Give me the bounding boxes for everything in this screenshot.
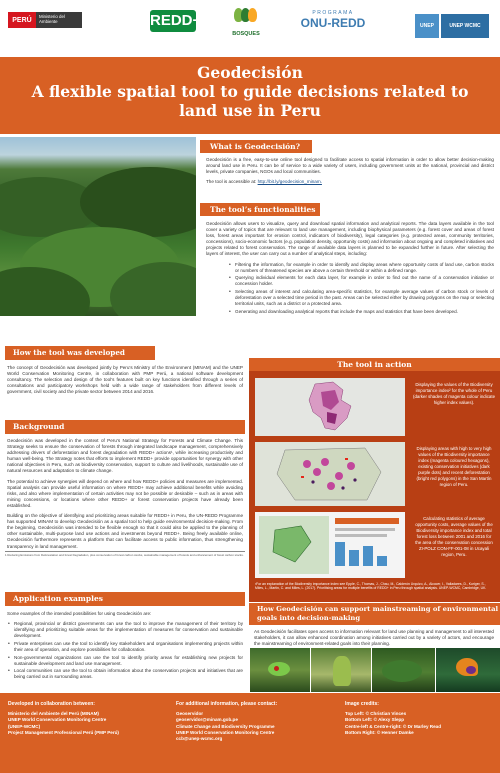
what-paragraph: Geodecisión is a free, easy-to-use online tool designed to facilitate access to spatial information in order to allow better decision-making around land use in Peru. It can be of service to a wide variety of users, including government units at the national, provincial and district levels, private companies, NGOs and local communities.	[206, 157, 494, 175]
background-heading: Background	[5, 420, 245, 434]
onu-redd-logo	[294, 10, 372, 40]
peru-ministry-text: Ministerio del Ambiente	[36, 12, 82, 28]
frog-photo	[250, 648, 310, 692]
unep-logo: UNEP	[415, 14, 439, 38]
un-logos	[415, 14, 491, 38]
footer-line: UNEP World Conservation Monitoring Centre	[8, 717, 107, 723]
peru-ministry-logo	[8, 12, 88, 30]
map-caption-1: Displaying the values of the Biodiversity importance index² for the whole of Peru (darker shades of magenta colour indicate higher index values).	[413, 382, 496, 405]
developed-text: The concept of Geodecisión was developed jointly by Peru’s Ministry of the Environment (MINAM) and the UNEP World Conservation Monitoring Centre, in collaboration with PMP Perú, a national software development consultancy. The selection and design of the tool’s features built on key functions identified through a series of consultations and participatory workshops held with a wide range of stakeholders from different levels of government, civil society and the private sector between 2014 and 2016.	[7, 365, 243, 395]
onu-redd-text: ONU-REDD	[300, 16, 366, 30]
map-caption-3: Calculating statistics of average opportunity costs, average values of the Biodiversity importance index and total forest loss between 2001 and 2016 for the area of the conservation concession ZI-POLZ CON-FF-001-08 in Ucayali region, Peru.	[415, 516, 493, 557]
footer-line: UNEP World Conservation Monitoring Centre	[176, 729, 275, 735]
onu-programa-text: PROGRAMA	[312, 10, 354, 16]
footer-credits	[345, 701, 495, 736]
what-link-paragraph	[206, 179, 494, 185]
what-heading: What is Geodecisión?	[200, 140, 312, 153]
tool-in-action-heading: The tool in action	[249, 358, 500, 371]
footer	[0, 693, 500, 773]
functionalities-intro: Geodecisión allows users to visualize, query and download spatial information and analytical reports. The data layers available in the tool cover a variety of topics that are relevant to land use management, including biophysical parameters (e.g. forest cover and areas of forest loss, forest areas important for erosion control, indicators of biodiversity), legal categories (e.g. protected areas, community territories, concessions), socio-economic factors (e.g. population density, opportunity costs) and information about ongoing and completed initiatives and projects related to forest conservation. The range of available data layers is planned to be expanded further in future. After selecting the layers of interest, the user can carry out a number of analytical steps, including:	[206, 221, 494, 257]
background-paragraph-1: Geodecisión was developed in the context of Peru’s National Strategy for Forests and Climate Change. This Strategy seeks to ensure the conservation of forests through integrated landscape management, comprehensively addressing drivers of deforestation and forest degradation with REDD+ actions¹, while increasing productivity and human well-being. The Strategy notes that efforts to implement REDD+ provide opportunities for synergy with other national objectives in Peru, such as biodiversity conservation, support to culture and livelihoods, sustainable use of natural resources and adaptation to climate change.	[7, 438, 243, 474]
redd-logo: REDD+	[150, 10, 196, 32]
functionalities-section	[206, 221, 494, 316]
title-band	[0, 57, 500, 134]
seedling-photo	[311, 648, 371, 692]
tool-url-link[interactable]: http://bit.ly/geodecision_minam.	[257, 179, 322, 185]
what-link-prefix: The tool is accessible at:	[206, 179, 258, 185]
flower-photo	[436, 648, 500, 692]
application-list	[7, 621, 243, 680]
map-caption-2: Displaying areas with high to very high values of the Biodiversity importance index (magenta coloured hexagons), existing conservation initiatives (dark purple dots) and recent deforestation (bright red polygons) in the San Martín region of Peru.	[416, 446, 492, 487]
functionalities-list	[228, 262, 494, 315]
page-subtitle-line2: land use in Peru	[179, 101, 321, 120]
list-item: • Generating and downloading analytical reports that include the maps and statistics that have been developed.	[228, 309, 494, 315]
list-item: • Local communities can use the tool to obtain information about the conservation projects and initiatives that are being carried out in surrounding areas.	[7, 668, 243, 680]
footer-line: Climate Change and Biodiversity Programme	[176, 723, 275, 729]
functionalities-heading: The tool’s functionalities	[200, 203, 320, 216]
footer-contact-heading: For additional information, please contact:	[176, 701, 278, 707]
footer-line: Top Left: © Christian Vinces	[345, 711, 407, 717]
biodiversity-map-peru	[255, 378, 405, 436]
footer-line: (UNEP-WCMC)	[8, 723, 41, 729]
footer-line: Geoservidor	[176, 711, 204, 717]
background-paragraph-2: The potential to achieve synergies will depend on where and how REDD+ policies and measures are implemented. Spatial analysis can provide useful information on where REDD+ may achieve additional benefits while avoiding risks, and also where implementation of certain activities may not be possible or desirable – such as in areas with mining concessions, or locations where other REDD+ or forest conservation projects have already been established.	[7, 478, 243, 508]
biodiversity-index-footnote: ²For an explanation of the Biodiversity importance index see Epple, C., Thomas, J., Chau, M., Calderón Urquizo, A., Alcocer, I., Valladares, D., Kuriger, S., Miles, L., Martin, C. and Miles, L. (2017). Prioritising areas for multiple benefits of REDD+ in Peru through spatial analysis. UNEP-WCMC, Cambridge, UK.	[255, 582, 487, 591]
list-item: • Non-governmental organizations can use the tool to identify priority areas for establishing new projects for sustainable development and land use management.	[7, 655, 243, 667]
footer-line: Ministerio del Ambiente del Perú (MINAM)	[8, 711, 99, 717]
logo-bar	[0, 0, 500, 52]
peru-mark: PERÚ	[8, 12, 36, 28]
bosques-logo	[226, 8, 266, 44]
footer-collaboration	[8, 701, 168, 736]
footer-credits-heading: Image credits:	[345, 701, 379, 707]
san-martin-map	[255, 442, 405, 506]
unep-wcmc-logo: UNEP WCMC	[441, 14, 489, 38]
bosques-leaf-icon	[234, 8, 258, 30]
list-item: • Private enterprises can use the tool to identify key stakeholders and organisations implementing projects within their area of operation, and explore possibilities for collaboration.	[7, 641, 243, 653]
list-item: • Filtering the information, for example in order to identify and display areas where opportunity costs of land use, carbon stocks or numbers of threatened species are above a certain threshold or within a defined range.	[228, 262, 494, 274]
page-subtitle-line1: A flexible spatial tool to guide decisions related to	[31, 82, 469, 101]
footer-email-link[interactable]: geoservidor@minam.gob.pe	[176, 717, 238, 723]
application-section	[7, 611, 243, 682]
footer-line: Bottom Right: © Henner Damke	[345, 729, 414, 735]
forest-photo	[0, 137, 196, 316]
list-item: • Regional, provincial or district governments can use the tool to improve the management of their territory by identifying and prioritizing suitable areas for the implementation of measures for conservation and sustainable development.	[7, 621, 243, 639]
ucayali-stats-screenshot	[255, 512, 405, 578]
page-title: Geodecisión	[197, 63, 303, 82]
tool-in-action-panel	[249, 360, 500, 602]
list-item: • Selecting areas of interest and calculating area-specific statistics, for example average values of carbon stock or levels of deforestation over a selected time period in the past. Areas can be selected either by drawing polygons on the map or selecting territorial units, such as a district or a protected area.	[228, 289, 494, 307]
what-section	[206, 157, 494, 189]
background-section	[7, 438, 243, 554]
list-item: • Querying individual elements for each data layer, for example in order to find out the name of a conservation initiative or concession holder.	[228, 275, 494, 287]
background-paragraph-3: Building on the objective of identifying and prioritizing areas suitable for REDD+ in Peru, the UN-REDD Programme has supported MINAM to develop Geodecisión as a spatial tool to help guide environmental decision-making. From the beginning, Geodecisión was intended to be flexible enough so that it could also be applied to the planning of other sustainable, multi-purpose land use actions and investments beyond REDD+. Being freely available online, Geodecisión furthermore represents a platform that can facilitate access to public information, thus strengthening transparency in land management.	[7, 513, 243, 549]
footer-line: Bottom Left: © Alexy Slepp	[345, 717, 405, 723]
developed-heading: How the tool was developed	[5, 346, 155, 360]
forest-canopy-photo	[372, 648, 435, 692]
application-intro: Some examples of the intended possibilities for using Geodecisión are:	[7, 611, 152, 616]
bosques-text: BOSQUES	[232, 31, 260, 37]
footer-email-link[interactable]: ccb@unep-wcmc.org	[176, 736, 223, 742]
footer-contact	[176, 701, 326, 742]
footer-line: Centre-left & Centre-right: © Dr Marley Read	[345, 723, 442, 729]
redd-footnote: 1 Reducing Emissions from Deforestation and forest Degradation, plus conservation of forest carbon stocks, sustainable management of forests and enhancement of forest carbon stocks.	[5, 553, 244, 557]
application-heading: Application examples	[5, 592, 245, 606]
footer-collaboration-heading: Developed in collaboration between:	[8, 701, 95, 707]
support-text: As Geodecisión facilitates open access to information relevant for land use planning and management to all interested stakeholders, it can allow enhanced coordination among initiatives carried out by a variety of actors, and encourage the mainstreaming of environment-related goals into their planning.	[254, 629, 494, 647]
footer-line: Project Management Professional Perú (PMP Perú)	[8, 729, 119, 735]
support-heading: How Geodecisión can support mainstreaming of environmental goals into decision-making	[249, 603, 500, 625]
